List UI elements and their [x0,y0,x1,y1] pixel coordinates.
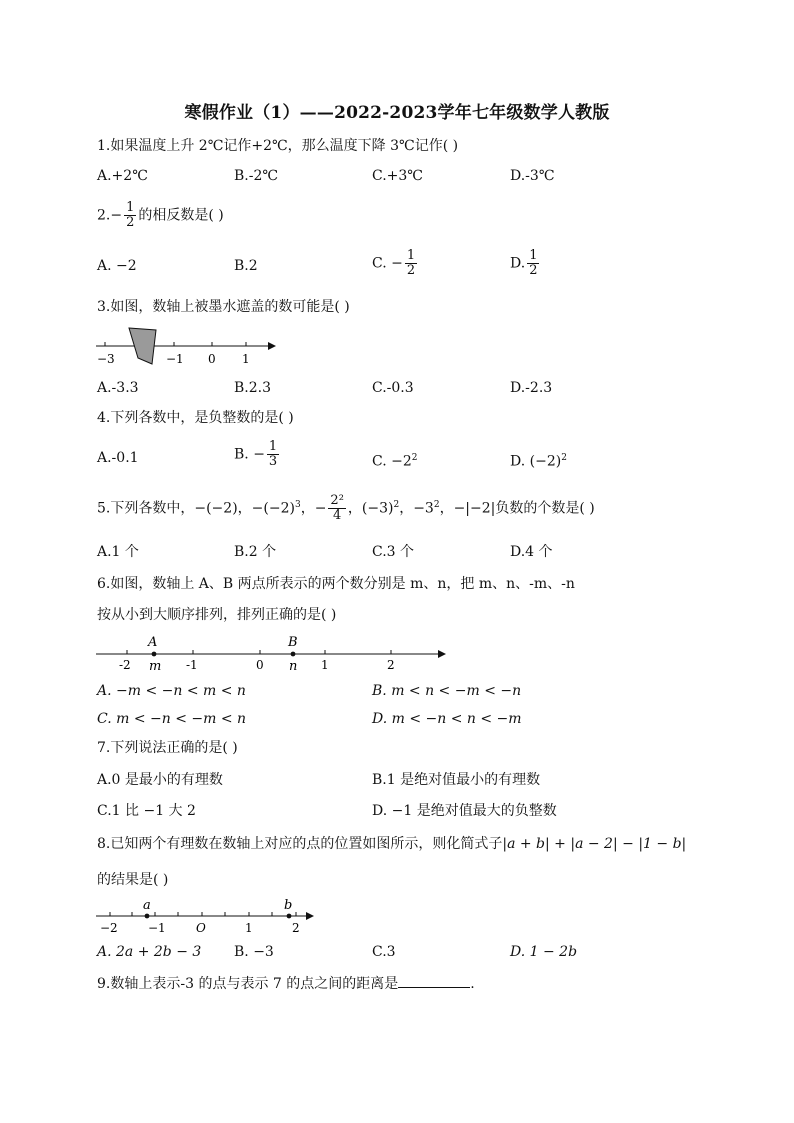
q3-tick-label-0: 0 [208,352,216,366]
q6-axis-arrow [438,650,446,658]
q3-option-c: C.-0.3 [372,380,414,396]
q5-term-5: −3 [413,500,434,517]
q8-tick-label-2: 2 [292,921,300,935]
q5-term-3-denominator: 4 [333,508,342,523]
q3-tick-label-neg1: −1 [166,352,184,366]
q7-option-d: D. −1 是绝对值最大的负整数 [372,803,557,819]
q4-option-d-exponent: 2 [561,453,567,463]
q3-axis-arrow [268,342,276,350]
q6-point-a [152,652,157,657]
q4-option-b-denominator: 3 [268,454,278,469]
q8-option-c: C.3 [372,944,396,960]
q5-term-6: −|−2| [453,500,496,517]
q4-option-b-fraction [267,440,279,469]
q8-expression: |a + b| + |a − 2| − |1 − b| [502,836,687,852]
question-3-stem: 3.如图，数轴上被墨水遮盖的数可能是( ) [97,299,350,315]
q4-option-d-base: D. (−2) [510,453,562,470]
q5-option-b: B.2 个 [234,544,277,560]
q6-tick-label-0: 0 [256,658,264,672]
q2-fraction-denominator: 2 [126,215,135,230]
q5-option-c: C.3 个 [372,544,415,560]
q2-minus: − [110,207,123,224]
q5-term-3-numerator: 2² [330,493,344,508]
q2-option-c-numerator: 1 [406,248,416,263]
q1-option-a: A.+2℃ [97,168,148,184]
q5-term-1: −(−2)， [194,500,252,517]
question-7-stem: 7.下列说法正确的是( ) [97,740,238,756]
q4-option-b-prefix: B. − [234,446,265,463]
question-6-stem-line-1: 6.如图，数轴上 A、B 两点所表示的两个数分别是 m、n，把 m、n、-m、-n [97,576,575,592]
q8-point-b [287,914,292,919]
q3-number-line [92,322,282,370]
q5-term-3-sep: ， [347,500,362,517]
q8-stem-text: 8.已知两个有理数在数轴上对应的点的位置如图所示，则化简式子 [97,836,503,852]
q5-term-3-minus: − [314,500,327,517]
q2-fraction-numerator: 1 [126,200,135,215]
q2-option-d-fraction [527,249,539,278]
q8-tick-label-origin: O [196,921,206,935]
q1-option-d: D.-3℃ [510,168,555,184]
q6-option-d: D. m < −n < n < −m [372,711,522,727]
q6-tick-label-2: 2 [387,658,395,672]
question-1-stem: 1.如果温度上升 2℃记作+2℃，那么温度下降 3℃记作( ) [97,138,459,154]
q3-option-a: A.-3.3 [97,380,139,396]
q9-period: . [470,976,475,992]
q6-point-a-var: m [149,659,162,674]
q5-option-a: A.1 个 [97,544,139,560]
q5-term-2-exponent: 3 [294,499,301,510]
q6-point-b [291,652,296,657]
q8-option-a: A. 2a + 2b − 3 [97,944,202,960]
question-2-stem [97,201,224,230]
q2-option-d [510,249,541,278]
q6-tick-label-neg1: -1 [186,658,198,672]
question-6-stem-line-2: 按从小到大顺序排列，排列正确的是( ) [97,607,337,623]
question-5-stem [97,494,595,523]
q2-option-a: A. −2 [97,258,137,274]
q5-term-4-sep: ， [399,500,414,517]
q8-number-line [92,896,322,940]
q1-option-b: B.-2℃ [234,168,279,184]
q3-tick-label-neg3: −3 [97,352,115,366]
q1-option-c: C.+3℃ [372,168,423,184]
q6-tick-label-neg2: -2 [119,658,131,672]
q3-tick-label-1: 1 [242,352,250,366]
q5-term-2-sep: ， [300,500,315,517]
q8-tick-label-1: 1 [245,921,253,935]
q8-tick-label-neg2: −2 [100,921,118,935]
q4-option-c-base: C. −2 [372,453,412,470]
q6-option-c: C. m < −n < −m < n [97,711,247,727]
q5-option-d: D.4 个 [510,544,553,560]
question-8-stem-line-1 [97,834,686,854]
q2-option-c-fraction [405,249,417,278]
q2-option-c-denominator: 2 [406,263,416,278]
q6-tick-label-1: 1 [321,658,329,672]
q9-stem-text: 9.数轴上表示-3 的点与表示 7 的点之间的距离是 [97,976,399,992]
q2-number: 2. [97,207,111,224]
q8-point-a [145,914,150,919]
q5-term-4: (−3) [361,500,394,517]
q2-option-d-numerator: 1 [529,248,538,263]
q2-fraction [124,201,136,230]
question-4-stem: 4.下列各数中，是负整数的是( ) [97,410,294,426]
q4-option-c-exponent: 2 [411,453,418,463]
q6-point-a-label: A [148,635,158,650]
q8-option-d: D. 1 − 2b [510,944,578,960]
q6-option-a: A. −m < −n < m < n [97,683,246,699]
q5-term-5-sep: ， [439,500,454,517]
q4-option-a: A.-0.1 [97,450,139,466]
q4-option-b [234,440,281,469]
q4-option-d [510,448,567,472]
q2-option-d-prefix: D. [510,255,526,272]
q3-option-d: D.-2.3 [510,380,553,396]
q5-term-3-fraction [328,494,345,523]
q5-term-2: −(−2) [251,500,295,517]
q8-point-a-label: a [143,898,151,913]
q4-option-c [372,448,418,472]
page-title: 寒假作业（1）——2022-2023学年七年级数学人教版 [184,103,610,123]
q8-option-b: B. −3 [234,944,274,960]
q2-option-d-denominator: 2 [529,263,538,278]
q5-term-4-exponent: 2 [393,499,400,510]
q2-option-c-prefix: C. − [372,255,403,272]
q8-axis-arrow [306,912,314,920]
q7-option-b: B.1 是绝对值最小的有理数 [372,772,541,788]
q6-point-b-var: n [289,659,298,674]
q4-option-b-numerator: 1 [268,439,278,454]
q7-option-a: A.0 是最小的有理数 [97,772,223,788]
q5-suffix: 负数的个数是( ) [495,500,595,517]
q6-option-b: B. m < n < −m < −n [372,683,522,699]
q2-option-b: B.2 [234,258,258,274]
q2-stem-tail: 的相反数是( ) [138,207,224,224]
q3-option-b: B.2.3 [234,380,272,396]
question-8-stem-line-2: 的结果是( ) [97,872,169,888]
q8-point-b-label: b [284,898,293,913]
q5-term-5-exponent: 2 [433,499,440,510]
q6-number-line [92,630,452,674]
q6-point-b-label: B [288,635,298,650]
q5-prefix: 5.下列各数中， [97,500,195,517]
q8-tick-label-neg1: −1 [148,921,166,935]
q2-option-c [372,249,419,278]
question-9-stem [97,973,475,994]
q7-option-c: C.1 比 −1 大 2 [97,803,196,819]
q9-answer-blank[interactable] [398,973,470,988]
